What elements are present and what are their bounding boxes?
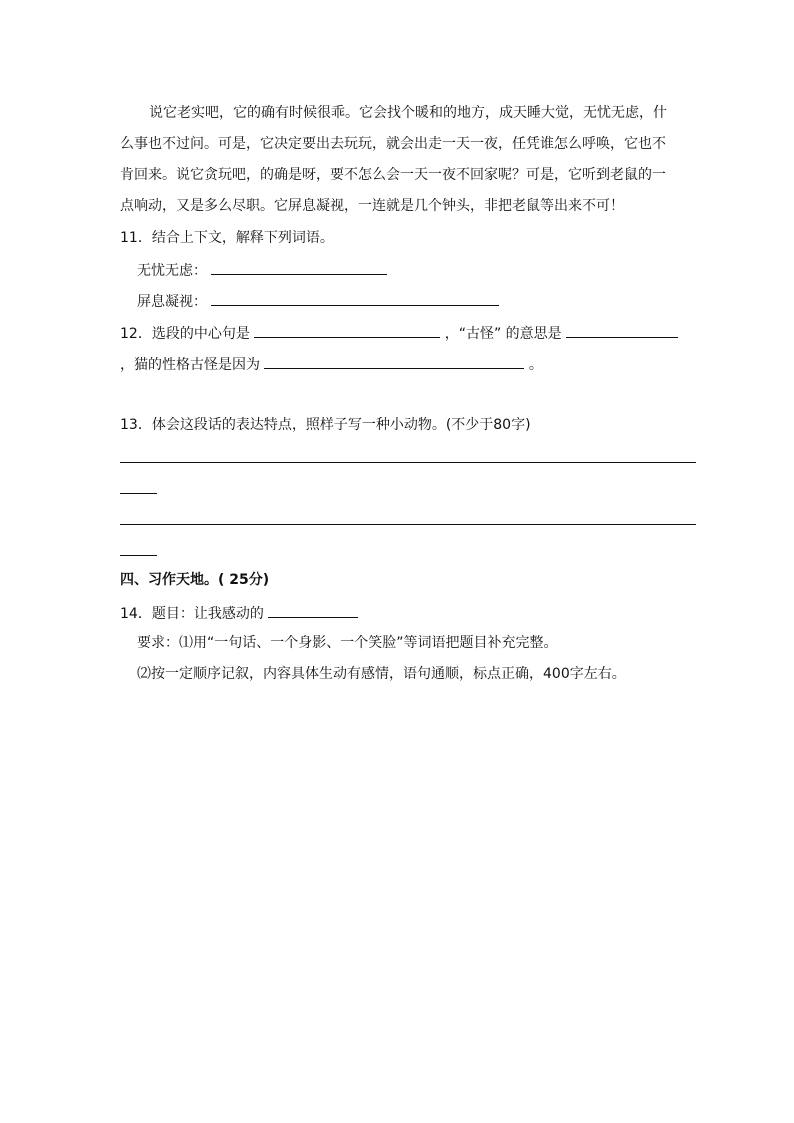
writing-line-1-tail[interactable] (120, 493, 157, 494)
question-12-line2-prefix: ，猫的性格古怪是因为 (120, 357, 260, 373)
question-12-line-2 (120, 353, 543, 375)
writing-line-1[interactable] (120, 462, 696, 463)
passage-line-1: 说它老实吧，它的确有时候很乖。它会找个暖和的地方，成天睡大觉，无忧无虑，什 (149, 105, 667, 121)
answer-blank-11a[interactable] (211, 259, 387, 275)
question-12-prefix: 12．选段的中心句是 (120, 326, 255, 342)
question-11-term-1 (137, 259, 387, 281)
question-14-prompt: 14．题目：让我感动的 (120, 606, 264, 622)
question-12-line2-suffix: 。 (528, 357, 543, 373)
question-13-prompt: 13．体会这段话的表达特点，照样子写一种小动物。(不少于80字) (120, 417, 531, 433)
answer-blank-12c[interactable] (264, 353, 524, 369)
question-14-prompt-line (120, 602, 358, 624)
question-11-prompt: 11．结合上下文，解释下列词语。 (120, 230, 334, 246)
answer-blank-11b[interactable] (211, 290, 499, 306)
question-14-requirement-1: 要求：⑴用“一句话、一个身影、一个笑脸”等词语把题目补充完整。 (137, 635, 558, 651)
answer-blank-12a[interactable] (254, 322, 440, 338)
passage-line-4: 点响动，又是多么尽职。它屏息凝视，一连就是几个钟头，非把老鼠等出来不可！ (120, 198, 624, 214)
term-label-2: 屏息凝视： (137, 294, 207, 310)
answer-blank-14[interactable] (268, 602, 358, 618)
question-11-term-2 (137, 290, 499, 312)
writing-line-2[interactable] (120, 524, 696, 525)
section-4-title: 四、习作天地。( 25分) (120, 572, 270, 588)
question-12-line-1 (120, 322, 678, 344)
writing-line-2-tail[interactable] (120, 555, 157, 556)
answer-blank-12b[interactable] (566, 322, 678, 338)
term-label-1: 无忧无虑： (137, 263, 207, 279)
passage-line-3: 肯回来。说它贪玩吧，的确是呀，要不怎么会一天一夜不回家呢？可是，它听到老鼠的一 (120, 167, 666, 183)
question-14-requirement-2: ⑵按一定顺序记叙，内容具体生动有感情，语句通顺，标点正确，400字左右。 (137, 666, 626, 682)
passage-line-2: 么事也不过问。可是，它决定要出去玩玩，就会出走一天一夜，任凭谁怎么呼唤，它也不 (120, 136, 666, 152)
question-12-middle: ，“古怪” 的意思是 (444, 326, 562, 342)
